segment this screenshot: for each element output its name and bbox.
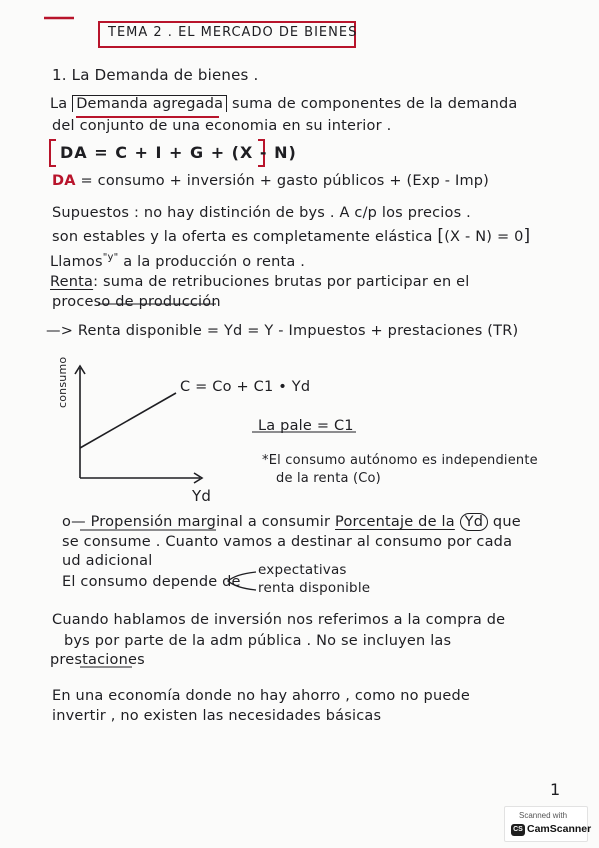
depends-branch1: expectativas [258,562,347,578]
investment-line2: bys por parte de la adm pública . No se incluyen las [64,633,452,649]
assumptions-line2 [52,226,530,246]
consumption-line [80,393,176,448]
propensity-que: que [492,514,521,530]
income-label: Renta [50,274,94,290]
camscanner-logo-icon: CS [511,824,525,836]
income-line1 [50,274,470,290]
definition-rest: suma de componentes de la demanda [232,96,518,112]
da-expanded [52,173,489,189]
assumptions-line2a: son estables y la oferta es completamente elástica [52,229,433,245]
definition-line1 [50,96,518,112]
scanner-brand: CamScanner [527,823,592,835]
economy-line2: invertir , no existen las necesidades básicas [52,708,382,724]
da-label: DA [52,173,76,189]
da-expanded-text: = consumo + inversión + gasto públicos + (Exp - Imp) [80,173,490,189]
graph-ylabel: consumo [56,356,69,408]
definition-la: La [50,96,68,112]
investment-line1: Cuando hablamos de inversión nos referimos a la compra de [52,612,506,628]
income-def: : suma de retribuciones brutas por participar en el [93,274,470,290]
bracket-open: [ [437,226,445,246]
page-title: TEMA 2 . EL MERCADO DE BIENES [108,25,358,40]
demand-term: Demanda agregada [72,95,227,112]
assumptions-line3 [50,252,305,270]
graph-slope: La pale = C1 [258,418,354,434]
yd-circle: Yd [460,513,488,531]
da-formula: DA = C + I + G + (X - N) [60,143,297,162]
scanner-caption: Scanned with [519,811,568,820]
investment-line3: prestaciones [50,652,145,668]
propensity-pct: Porcentaje de la [335,514,455,530]
definition-line2: del conjunto de una economia en su interior . [52,118,392,134]
graph-equation: C = Co + C1 • Yd [180,379,311,395]
graph-note1: *El consumo autónomo es independiente [262,453,538,468]
propensity-line1 [62,514,521,530]
income-line2: proceso de producción [52,294,221,310]
assumptions-line3b: a la producción o renta . [123,253,306,270]
assumptions-line3a: Llamos [50,253,103,270]
camscanner-stamp [504,806,592,842]
economy-line1: En una economía donde no hay ahorro , como no puede [52,688,470,704]
propensity-label: o— Propensión marginal a consumir [62,514,331,530]
graph-xlabel: Yd [192,487,212,505]
depends-branch2: renta disponible [258,580,371,596]
bracket-close: ] [523,226,531,246]
graph-note2: de la renta (Co) [276,471,381,486]
propensity-line3: ud adicional [62,553,153,569]
propensity-line2: se consume . Cuanto vamos a destinar al consumo por cada [62,534,513,550]
assumptions-line1: Supuestos : no hay distinción de bys . A c/p los precios . [52,205,471,221]
y-quote: "y" [102,252,119,263]
page-number: 1 [550,780,561,799]
depends-text: El consumo depende de [62,574,241,590]
section-heading: 1. La Demanda de bienes . [52,66,259,84]
assumptions-line2b: (X - N) = 0 [444,229,524,245]
disposable-income: —> Renta disponible = Yd = Y - Impuestos + prestaciones (TR) [46,323,519,339]
